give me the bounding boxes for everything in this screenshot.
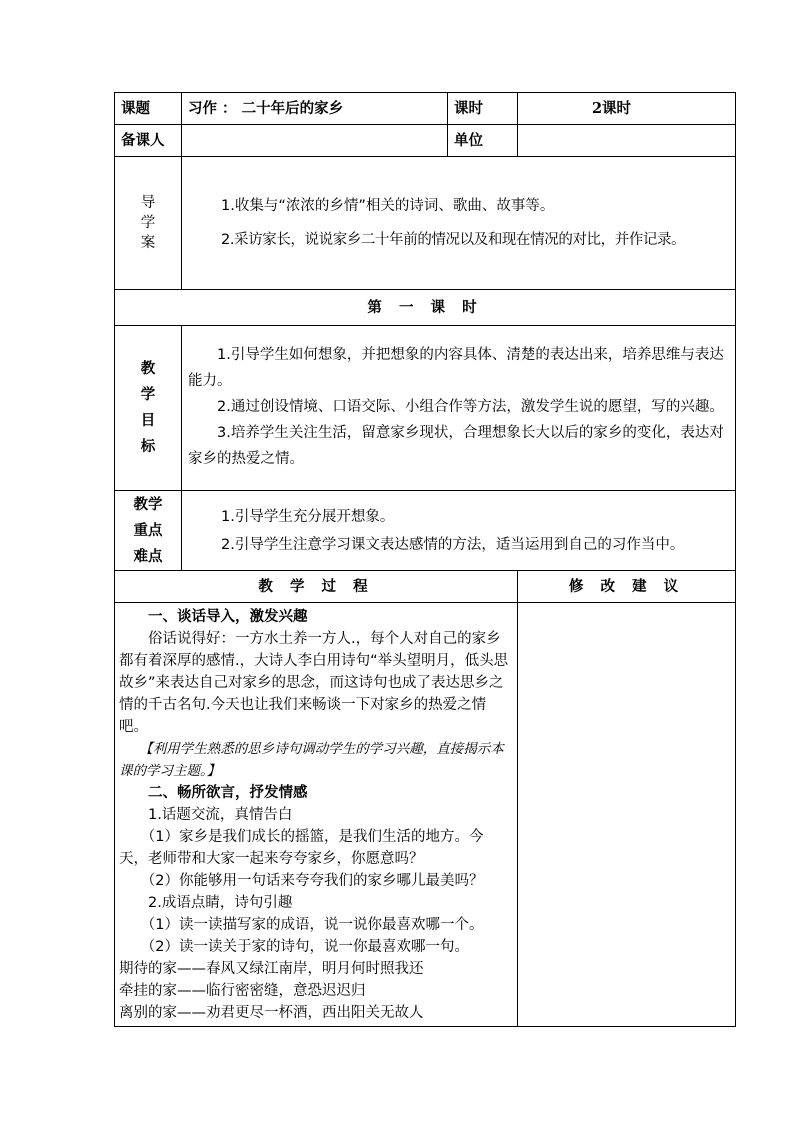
section1-text: 俗话说得好：一方水土养一方人.，每个人对自己的家乡都有着深厚的感情.，大诗人李白用诗句“举头望明月，低头思故乡”来表达自己对家乡的思念，而这诗句也成了表达思乡之情的千古名句.今天也让我们来畅谈一下对家乡的热爱之情吧。 (119, 631, 509, 735)
section1-title: 一、谈话导入，激发兴趣 (148, 609, 308, 625)
guide-item: 1.收集与“浓浓的乡情”相关的诗词、歌曲、故事等。 (221, 198, 555, 214)
key-points-label (115, 491, 182, 571)
objectives-label-char: 目 (140, 412, 156, 429)
guide-item: 2.采访家长，说说家乡二十年前的情况以及和现在情况的对比，并作记录。 (221, 232, 686, 248)
topic-row (115, 93, 736, 125)
preparer-label: 备课人 (115, 125, 182, 157)
section1-note: 【利用学生熟悉的思乡诗句调动学生的学习兴趣，直接揭示本课的学习主题。】 (119, 741, 504, 779)
sub1-title: 1.话题交流，真情告白 (148, 807, 293, 823)
poem-line: 期待的家——春风又绿江南岸，明月何时照我还 (119, 961, 424, 977)
objective-item: 2.通过创设情境、口语交际、小组合作等方法，激发学生说的愿望，写的兴趣。 (217, 399, 724, 415)
objectives-label-char: 学 (140, 386, 156, 403)
key-points-content (182, 491, 736, 571)
key-points-label-line: 难点 (133, 547, 163, 565)
lesson-title-row (115, 290, 736, 326)
section2-title: 二、畅所欲言，抒发情感 (148, 785, 308, 801)
preparer-row (115, 125, 736, 157)
key-point-item: 2.引导学生注意学习课文表达感情的方法，适当运用到自己的习作当中。 (221, 536, 685, 553)
period-label: 课时 (448, 93, 518, 125)
poem-line: 牵挂的家——临行密密缝，意恐迟迟归 (119, 983, 366, 999)
guide-row (115, 157, 736, 290)
sub2-question: （1）读一读描写家的成语，说一说你最喜欢哪一个。 (140, 917, 484, 933)
topic-value (182, 93, 448, 125)
lesson-plan-table (114, 92, 736, 1027)
objectives-label-char: 标 (140, 438, 156, 455)
process-content (115, 603, 518, 1027)
revision-content (518, 603, 736, 1027)
topic-value-text: 习作 ： 二十年后的家乡 (188, 100, 344, 117)
preparer-value (182, 125, 448, 157)
guide-label (115, 157, 182, 290)
guide-label-char: 学 (140, 215, 156, 231)
key-points-row (115, 491, 736, 571)
objectives-label (115, 326, 182, 491)
process-header-row (115, 571, 736, 603)
guide-label-char: 导 (140, 195, 156, 211)
sub2-question: （2）读一读关于家的诗句，说一你最喜欢哪一句。 (140, 939, 469, 955)
process-title: 教 学 过 程 (115, 571, 518, 603)
sub2-title: 2.成语点睛，诗句引趣 (148, 895, 293, 911)
key-points-label-line: 教学 (133, 495, 163, 513)
sub1-question: （1）家乡是我们成长的摇篮，是我们生活的地方。今天，老师带和大家一起来夸夸家乡，你愿意吗？ (119, 829, 484, 867)
unit-label: 单位 (448, 125, 518, 157)
objectives-row (115, 326, 736, 491)
process-row (115, 603, 736, 1027)
poem-line: 离别的家——劝君更尽一杯酒，西出阳关无故人 (119, 1005, 424, 1021)
topic-label: 课题 (115, 93, 182, 125)
lesson-one-title: 第 一 课 时 (115, 290, 736, 326)
guide-content (182, 157, 736, 290)
objectives-label-char: 教 (140, 360, 156, 377)
revision-title: 修 改 建 议 (518, 571, 736, 603)
objectives-content (182, 326, 736, 491)
key-point-item: 1.引导学生充分展开想象。 (221, 508, 395, 525)
objective-item: 3.培养学生关注生活，留意家乡现状，合理想象长大以后的家乡的变化，表达对家乡的热爱之情。 (188, 425, 724, 467)
key-points-label-line: 重点 (133, 521, 163, 539)
sub1-question: （2）你能够用一句话来夸夸我们的家乡哪儿最美吗？ (140, 873, 484, 889)
guide-label-char: 案 (140, 235, 156, 251)
objective-item: 1.引导学生如何想象，并把想象的内容具体、清楚的表达出来，培养思维与表达能力。 (188, 347, 724, 389)
period-value: 2课时 (518, 93, 736, 125)
unit-value (518, 125, 736, 157)
